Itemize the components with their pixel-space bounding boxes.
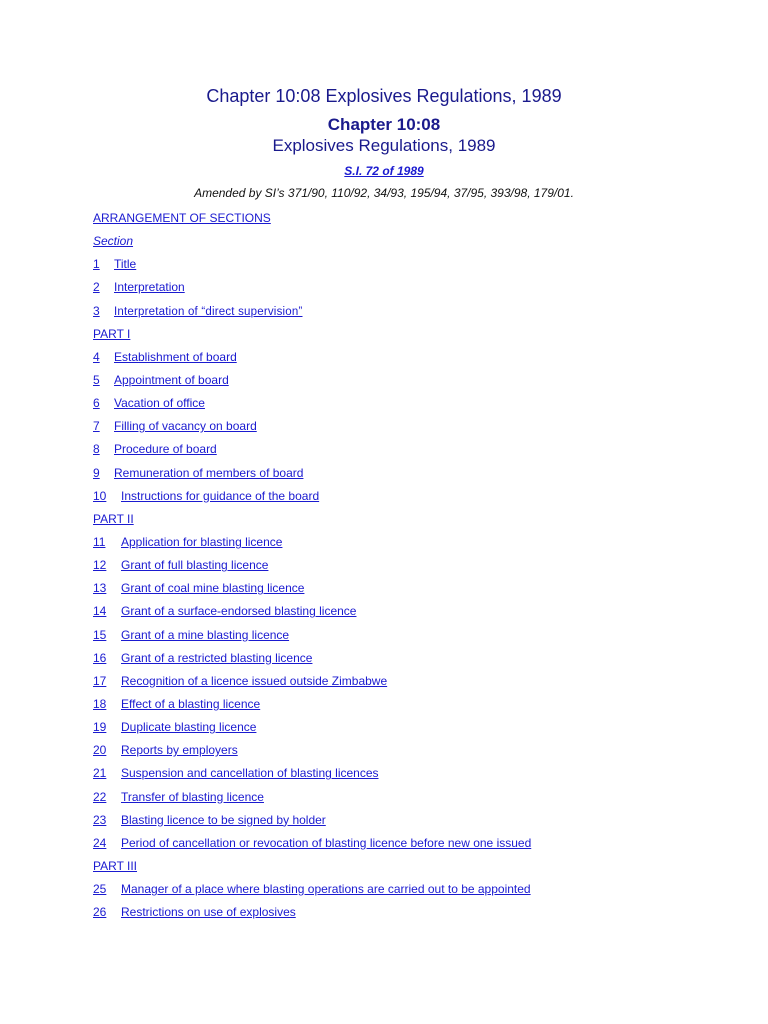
toc-entry[interactable]: [93, 580, 531, 603]
toc-entry-number[interactable]: 1: [93, 257, 100, 272]
toc-entry[interactable]: [93, 603, 531, 626]
section-label-row[interactable]: [93, 233, 531, 256]
toc-entry-title[interactable]: Interpretation: [114, 280, 185, 295]
toc-entry[interactable]: [93, 279, 531, 302]
toc-entry[interactable]: [93, 372, 531, 395]
toc-entry-number[interactable]: 5: [93, 372, 100, 387]
toc-entry-number[interactable]: 13: [93, 581, 107, 596]
toc-entry-number[interactable]: 24: [93, 835, 107, 850]
toc-entry-number[interactable]: 20: [93, 743, 107, 758]
part-heading-row[interactable]: [93, 858, 531, 881]
toc-entry[interactable]: [93, 673, 531, 696]
toc-entry-title[interactable]: Grant of a surface-endorsed blasting licence: [121, 604, 357, 619]
toc-entry-number[interactable]: 7: [93, 419, 100, 434]
toc-entry-title[interactable]: Remuneration of members of board: [114, 465, 304, 480]
toc-entry-title[interactable]: Establishment of board: [114, 349, 237, 364]
toc-entry[interactable]: [93, 765, 531, 788]
table-of-contents: [93, 210, 531, 927]
toc-entry-number[interactable]: 11: [93, 534, 106, 549]
toc-entry[interactable]: [93, 789, 531, 812]
toc-entry-title[interactable]: Interpretation of “direct supervision”: [114, 305, 303, 318]
toc-entry[interactable]: [93, 627, 531, 650]
part-1-link[interactable]: PART I: [93, 326, 131, 341]
toc-entry[interactable]: [93, 488, 531, 511]
toc-entry-title[interactable]: Reports by employers: [121, 743, 238, 758]
toc-entry-title[interactable]: Vacation of office: [114, 396, 205, 411]
toc-entry-title[interactable]: Manager of a place where blasting operations are carried out to be appointed: [121, 882, 531, 897]
toc-entry-number[interactable]: 23: [93, 812, 107, 827]
part-heading-row[interactable]: [93, 511, 531, 534]
part-heading-row[interactable]: [93, 326, 531, 349]
toc-entry[interactable]: [93, 256, 531, 279]
toc-entry-title[interactable]: Transfer of blasting licence: [121, 789, 264, 804]
toc-entry-title[interactable]: Grant of a restricted blasting licence: [121, 650, 313, 665]
toc-entry[interactable]: [93, 465, 531, 488]
toc-entry-number[interactable]: 26: [93, 905, 107, 920]
toc-entry-title[interactable]: Procedure of board: [114, 442, 217, 457]
toc-entry[interactable]: [93, 650, 531, 673]
toc-entry-title[interactable]: Filling of vacancy on board: [114, 419, 257, 434]
toc-entry[interactable]: [93, 719, 531, 742]
document-title: Chapter 10:08 Explosives Regulations, 1989: [206, 86, 562, 106]
toc-entry-title[interactable]: Effect of a blasting licence: [121, 696, 261, 711]
section-label-link[interactable]: Section: [93, 234, 134, 249]
toc-entry-number[interactable]: 12: [93, 558, 107, 573]
toc-entry[interactable]: [93, 557, 531, 580]
toc-entry-number[interactable]: 10: [93, 488, 107, 503]
toc-entry-title[interactable]: Appointment of board: [114, 372, 229, 387]
toc-entry-title[interactable]: Period of cancellation or revocation of blasting licence before new one issued: [121, 835, 532, 850]
toc-entry-title[interactable]: Grant of full blasting licence: [121, 558, 269, 573]
toc-entry-number[interactable]: 6: [93, 396, 100, 411]
toc-entry-number[interactable]: 8: [93, 442, 100, 457]
toc-entry-title[interactable]: Recognition of a licence issued outside Zimbabwe: [121, 673, 388, 688]
toc-entry-number[interactable]: 2: [93, 280, 100, 295]
toc-entry-number[interactable]: 17: [93, 673, 107, 688]
toc-entry-title[interactable]: Duplicate blasting licence: [121, 720, 257, 735]
toc-entry-title[interactable]: Blasting licence to be signed by holder: [121, 812, 326, 827]
toc-entry-number[interactable]: 19: [93, 720, 107, 735]
arrangement-heading-row[interactable]: [93, 210, 531, 233]
toc-entry[interactable]: [93, 395, 531, 418]
toc-entry-number[interactable]: 16: [93, 650, 107, 665]
chapter-heading: Chapter 10:08: [327, 115, 441, 134]
toc-entry-number[interactable]: 9: [93, 465, 100, 480]
toc-entry-number[interactable]: 14: [93, 604, 107, 619]
toc-entry[interactable]: [93, 742, 531, 765]
toc-entry[interactable]: [93, 904, 531, 927]
toc-entry[interactable]: [93, 303, 531, 326]
toc-entry-title[interactable]: Title: [114, 257, 137, 272]
chapter-subheading: Explosives Regulations, 1989: [272, 136, 496, 155]
toc-entry-number[interactable]: 3: [93, 303, 100, 318]
toc-entry-number[interactable]: 4: [93, 349, 100, 364]
toc-entry-title[interactable]: Instructions for guidance of the board: [121, 488, 320, 503]
part-3-link[interactable]: PART III: [93, 858, 138, 873]
toc-entry[interactable]: [93, 441, 531, 464]
toc-entry[interactable]: [93, 835, 531, 858]
toc-entry-number[interactable]: 22: [93, 789, 107, 804]
si-reference-link[interactable]: S.I. 72 of 1989: [344, 164, 424, 178]
toc-entry[interactable]: [93, 812, 531, 835]
toc-entry-number[interactable]: 21: [93, 766, 107, 781]
toc-entry[interactable]: [93, 881, 531, 904]
toc-entry[interactable]: [93, 696, 531, 719]
toc-entry-title[interactable]: Restrictions on use of explosives: [121, 905, 296, 920]
amended-note: Amended by SI’s 371/90, 110/92, 34/93, 195/94, 37/95, 393/98, 179/01.: [194, 186, 574, 200]
toc-entry[interactable]: [93, 418, 531, 441]
toc-entry-number[interactable]: 18: [93, 696, 107, 711]
toc-entry-title[interactable]: Suspension and cancellation of blasting licences: [121, 766, 379, 781]
toc-entry-title[interactable]: Grant of coal mine blasting licence: [121, 581, 305, 596]
toc-entry[interactable]: [93, 349, 531, 372]
toc-entry-title[interactable]: Grant of a mine blasting licence: [121, 627, 290, 642]
arrangement-heading-link[interactable]: ARRANGEMENT OF SECTIONS: [93, 211, 271, 225]
toc-entry-number[interactable]: 15: [93, 627, 107, 642]
toc-entry[interactable]: [93, 534, 531, 557]
toc-entry-number[interactable]: 25: [93, 882, 107, 897]
toc-entry-title[interactable]: Application for blasting licence: [121, 534, 283, 549]
part-2-link[interactable]: PART II: [93, 511, 134, 526]
